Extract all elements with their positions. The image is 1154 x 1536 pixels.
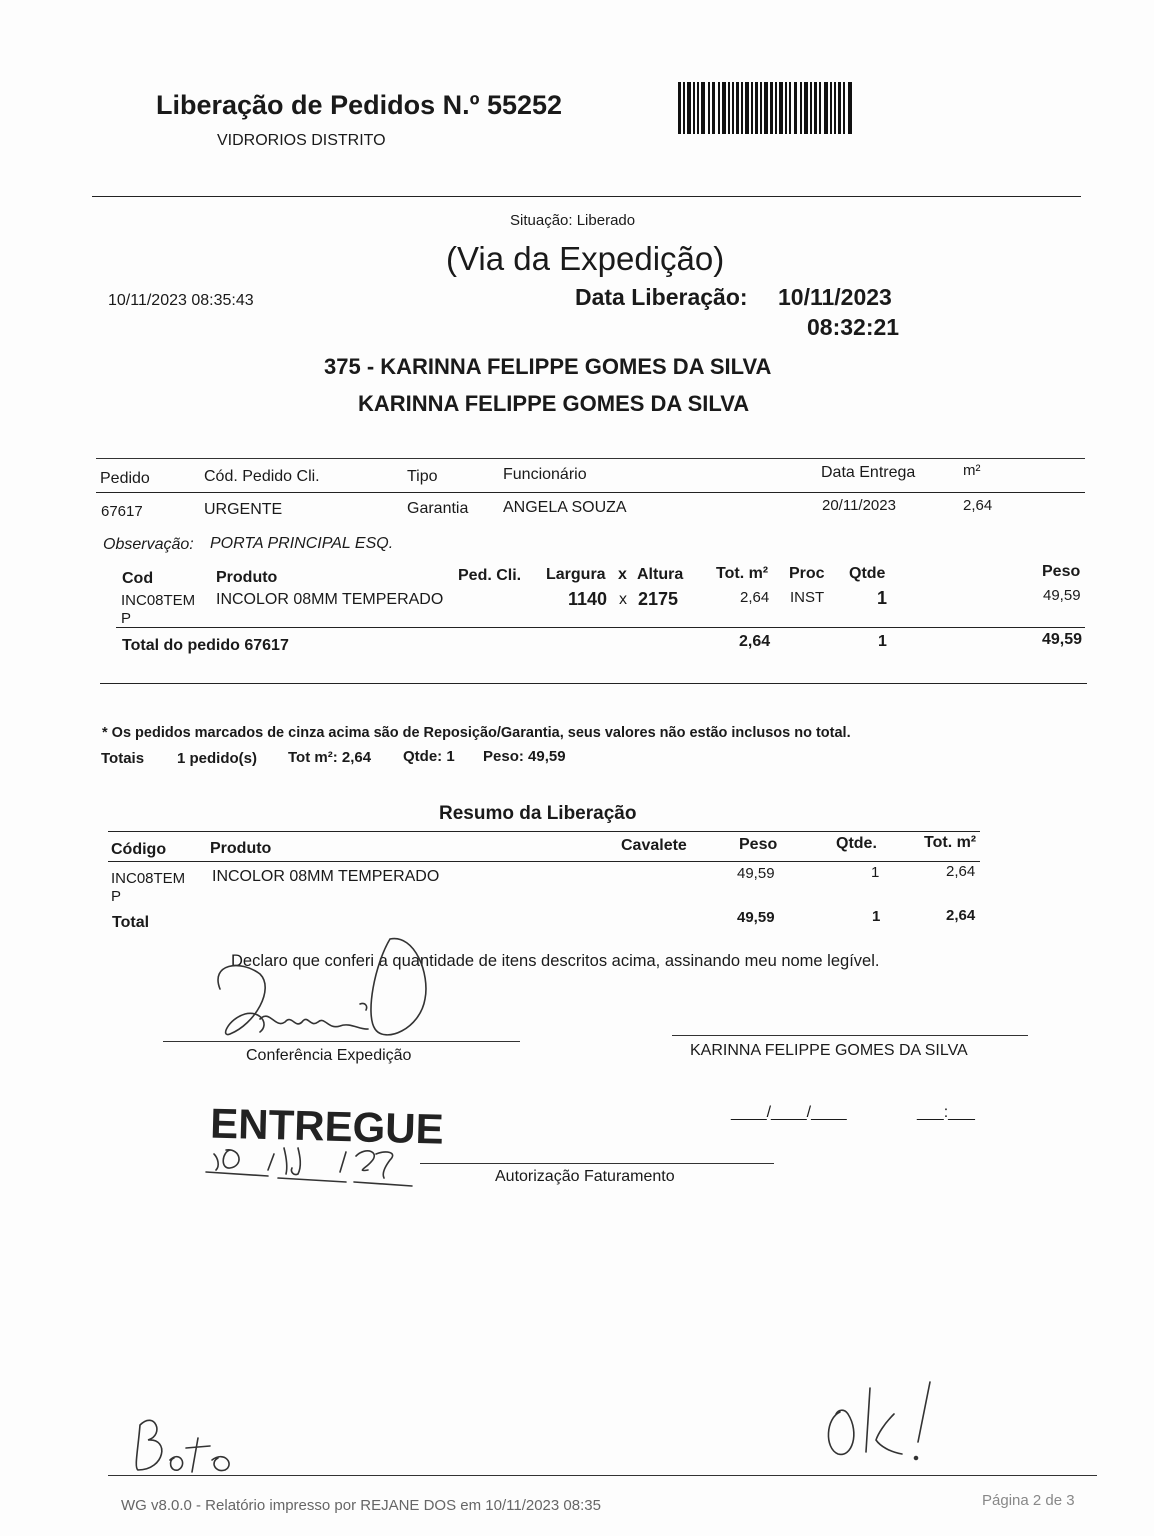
items-total-label: Total do pedido 67617 bbox=[122, 637, 289, 654]
observacao-label: Observação: bbox=[103, 536, 194, 553]
totals-pedidos: 1 pedido(s) bbox=[177, 750, 258, 767]
sum-col-qtde: Qtde. bbox=[836, 835, 877, 852]
totals-m2: Tot m²: 2,64 bbox=[288, 749, 372, 766]
col-cod: Cod bbox=[122, 570, 154, 587]
col-x: x bbox=[618, 566, 627, 583]
item-peso: 49,59 bbox=[1043, 587, 1081, 604]
release-time: 08:32:21 bbox=[807, 314, 900, 340]
item-produto: INCOLOR 08MM TEMPERADO bbox=[216, 591, 444, 608]
print-datetime: 10/11/2023 08:35:43 bbox=[108, 292, 254, 309]
col-ped-cli: Ped. Cli. bbox=[458, 567, 522, 584]
items-total-peso: 49,59 bbox=[1042, 631, 1083, 648]
col-proc: Proc bbox=[789, 565, 825, 582]
sum-total-tot-m2: 2,64 bbox=[946, 907, 976, 924]
copy-label: (Via da Expedição) bbox=[446, 240, 725, 277]
items-total-line bbox=[116, 627, 1085, 628]
client-code-name: 375 - KARINNA FELIPPE GOMES DA SILVA bbox=[324, 354, 772, 379]
order-m2: 2,64 bbox=[963, 497, 993, 514]
order-cod-pedido-cli: URGENTE bbox=[204, 501, 283, 518]
order-section-end bbox=[100, 683, 1087, 684]
summary-title: Resumo da Liberação bbox=[439, 803, 637, 824]
sum-col-tot-m2: Tot. m² bbox=[924, 834, 977, 851]
observacao-text: PORTA PRINCIPAL ESQ. bbox=[210, 535, 394, 552]
handwritten-signature-icon bbox=[200, 934, 450, 1044]
conferencia-signature-line bbox=[163, 1041, 520, 1042]
footer-line bbox=[108, 1475, 1097, 1476]
item-cod-cont: P bbox=[121, 610, 132, 627]
date-blank: ____/____/____ bbox=[731, 1104, 847, 1121]
col-tot-m2: Tot. m² bbox=[716, 565, 769, 582]
sum-col-peso: Peso bbox=[739, 836, 778, 853]
col-pedido: Pedido bbox=[100, 470, 150, 487]
col-funcionario: Funcionário bbox=[503, 466, 587, 483]
item-altura: 2175 bbox=[638, 589, 679, 609]
col-qtde: Qtde bbox=[849, 565, 886, 582]
item-proc: INST bbox=[790, 589, 825, 606]
time-blank: ___:___ bbox=[917, 1104, 975, 1121]
footer-printed-by: WG v8.0.0 - Relatório impresso por REJANE DOS em 10/11/2023 08:35 bbox=[121, 1497, 601, 1514]
sum-total-label: Total bbox=[112, 914, 150, 931]
company-name: VIDRORIOS DISTRITO bbox=[217, 132, 386, 149]
client-name: KARINNA FELIPPE GOMES DA SILVA bbox=[358, 391, 750, 416]
items-total-m2: 2,64 bbox=[739, 633, 771, 650]
order-funcionario: ANGELA SOUZA bbox=[503, 499, 627, 516]
sum-produto: INCOLOR 08MM TEMPERADO bbox=[212, 868, 440, 885]
stamp-text: ENTREGUE bbox=[209, 1099, 445, 1153]
release-date: 10/11/2023 bbox=[778, 284, 892, 310]
handwritten-note-right-icon bbox=[818, 1378, 948, 1468]
footer-page: Página 2 de 3 bbox=[982, 1492, 1075, 1509]
report-title: Liberação de Pedidos N.º 55252 bbox=[156, 90, 563, 120]
sum-total-peso: 49,59 bbox=[737, 909, 775, 926]
declaration-text: Declaro que conferi a quantidade de itens descritos acima, assinando meu nome legível. bbox=[231, 952, 880, 970]
sum-col-cavalete: Cavalete bbox=[621, 837, 687, 854]
client-signature-line bbox=[672, 1035, 1028, 1036]
order-table-header-line bbox=[96, 492, 1085, 493]
item-largura: 1140 bbox=[568, 589, 608, 609]
order-data-entrega: 20/11/2023 bbox=[822, 497, 896, 514]
handwritten-note-left-icon bbox=[130, 1410, 240, 1480]
sum-tot-m2: 2,64 bbox=[946, 863, 976, 880]
conferencia-label: Conferência Expedição bbox=[246, 1047, 412, 1064]
col-cod-pedido-cli: Cód. Pedido Cli. bbox=[204, 468, 320, 485]
order-pedido: 67617 bbox=[101, 503, 143, 520]
totals-qtde: Qtde: 1 bbox=[403, 748, 455, 765]
release-label: Data Liberação: bbox=[575, 284, 748, 310]
status-text: Situação: Liberado bbox=[510, 212, 636, 229]
order-tipo: Garantia bbox=[407, 500, 469, 517]
note-text: * Os pedidos marcados de cinza acima são de Reposição/Garantia, seus valores não estão inclusos no total. bbox=[102, 725, 851, 741]
items-total-qtde: 1 bbox=[878, 633, 887, 650]
totals-label: Totais bbox=[101, 750, 145, 767]
sum-codigo: INC08TEM bbox=[111, 870, 186, 887]
sum-col-produto: Produto bbox=[210, 840, 272, 857]
summary-header-line bbox=[108, 861, 980, 862]
order-table-top bbox=[96, 458, 1085, 459]
sum-codigo-cont: P bbox=[111, 888, 122, 905]
col-m2: m² bbox=[963, 462, 981, 479]
header-divider bbox=[92, 196, 1081, 197]
item-cod: INC08TEM bbox=[121, 592, 196, 609]
autorizacao-line bbox=[420, 1163, 774, 1164]
item-qtde: 1 bbox=[877, 588, 888, 608]
client-signature-name: KARINNA FELIPPE GOMES DA SILVA bbox=[690, 1042, 968, 1059]
col-produto: Produto bbox=[216, 569, 278, 586]
sum-total-qtde: 1 bbox=[872, 908, 881, 925]
col-largura: Largura bbox=[546, 566, 606, 583]
summary-top-line bbox=[108, 831, 980, 832]
totals-peso: Peso: 49,59 bbox=[483, 748, 566, 765]
item-tot-m2: 2,64 bbox=[740, 589, 770, 606]
col-peso: Peso bbox=[1042, 563, 1081, 580]
barcode bbox=[678, 82, 852, 134]
entregue-stamp bbox=[206, 1096, 445, 1192]
col-altura: Altura bbox=[637, 566, 684, 583]
autorizacao-label: Autorização Faturamento bbox=[495, 1168, 675, 1185]
col-tipo: Tipo bbox=[407, 468, 438, 485]
sum-col-codigo: Código bbox=[111, 841, 167, 858]
sum-peso: 49,59 bbox=[737, 865, 775, 882]
sum-qtde: 1 bbox=[871, 864, 880, 881]
item-x: x bbox=[619, 591, 627, 608]
col-data-entrega: Data Entrega bbox=[821, 464, 916, 481]
